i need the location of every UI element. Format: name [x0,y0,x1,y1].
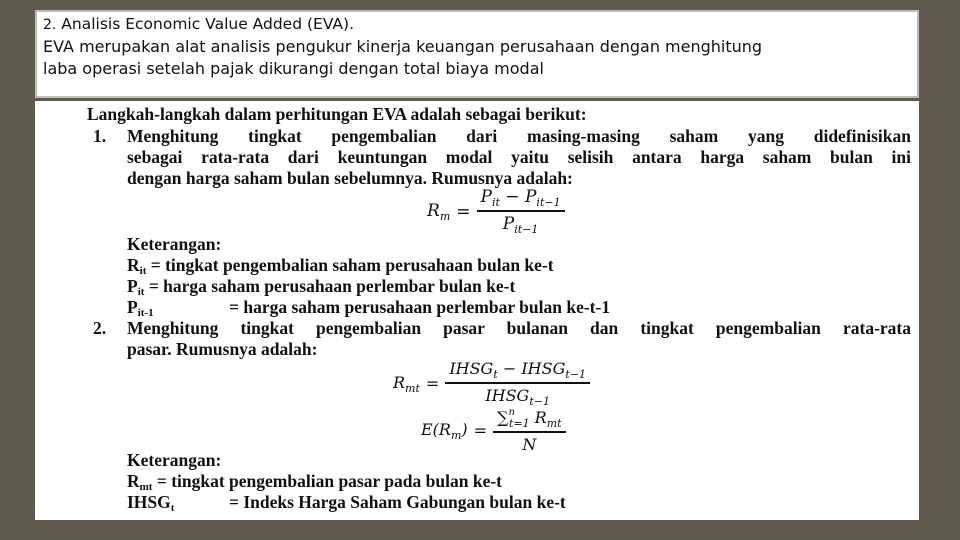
keterangan1-title: Keterangan: [127,234,222,254]
formula-rm: $R_m$ = $\frac{P_{it} - P_{it-1}}{P_{it-1}}$ [427,187,565,236]
formula-rmt: $R_{mt}$ = $\frac{IHSG_t - IHSG_{t-1}}{IHSG_{t-1}}$ [393,359,590,408]
keterangan1-row3-symbol: $P_{it-1}$ [127,297,154,319]
header-title: Analisis Economic Value Added (EVA). [61,15,355,33]
step2-line1: Menghitung tingkat pengembalian pasar bulanan dan tingkat pengembalian rata-rata [127,318,911,338]
slide-header [35,10,919,98]
keterangan1-row2: $P_{it}$ = harga saham perusahaan perlembar bulan ke-t [127,276,516,298]
formula-expected-rm: $E(R_m)$ = $\frac{\sum^n_{t=1} R_{mt}}{N}$ [421,407,566,454]
keterangan2-title: Keterangan: [127,450,222,470]
step2-number: 2. [93,318,107,338]
step2-line2: pasar. Rumusnya adalah: [127,339,318,359]
keterangan2-row2-symbol: $IHSG_t$ [127,492,175,514]
step1-number: 1. [93,126,107,146]
header-definition-line-1: EVA merupakan alat analisis pengukur kinerja keuangan perusahaan dengan menghitung [43,37,763,56]
document-image [35,101,919,520]
header-number: 2. [43,17,57,33]
keterangan1-row1: $R_{it}$ = tingkat pengembalian saham perusahaan bulan ke-t [127,255,554,277]
step1-line2: sebagai rata-rata dari keuntungan modal yaitu selisih antara harga saham bulan ini [127,147,911,167]
keterangan2-row1: $R_{mt}$ = tingkat pengembalian pasar pada bulan ke-t [127,471,502,493]
header-definition-line-2: laba operasi setelah pajak dikurangi dengan total biaya modal [43,59,544,78]
intro-text: Langkah-langkah dalam perhitungan EVA adalah sebagai berikut: [87,104,587,124]
step1-line3: dengan harga saham bulan sebelumnya. Rumusnya adalah: [127,168,573,188]
keterangan1-row3-text: = harga saham perusahaan perlembar bulan ke-t-1 [229,297,611,317]
keterangan2-row2-text: = Indeks Harga Saham Gabungan bulan ke-t [229,492,566,512]
header-title-line [43,14,917,36]
step1-line1: Menghitung tingkat pengembalian dari masing-masing saham yang didefinisikan [127,126,911,146]
